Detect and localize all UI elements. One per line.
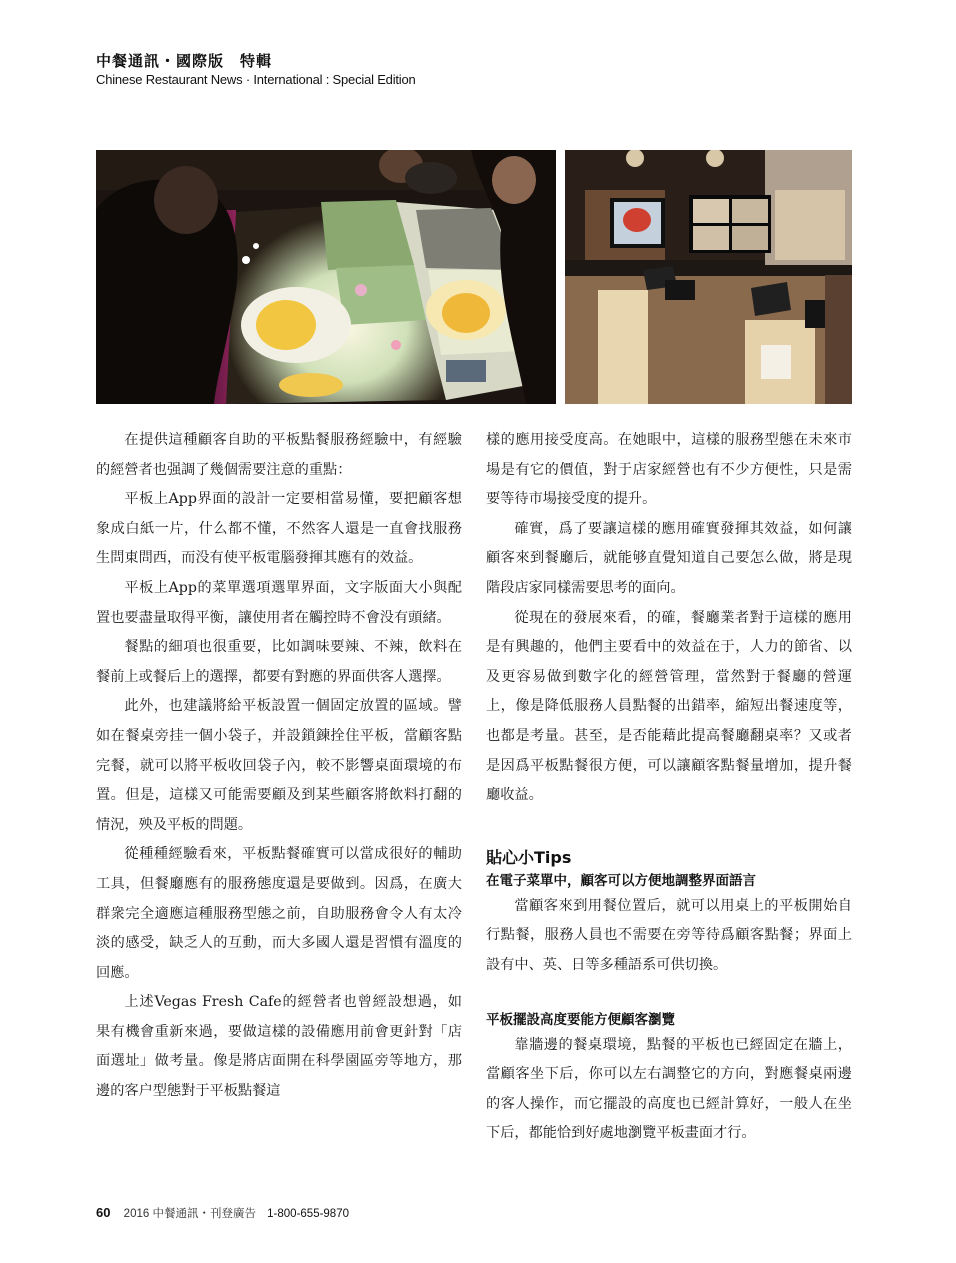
- footer-publication: 2016 中餐通訊・刊登廣告: [123, 1208, 256, 1220]
- tips-section-title: 貼心小Tips: [486, 847, 572, 867]
- right-text-column: [486, 426, 852, 1149]
- left-paragraph-1: 在提供這種顧客自助的平板點餐服務經驗中，有經驗的經營者也强調了幾個需要注意的重點：: [96, 432, 462, 478]
- left-paragraph-5: 此外，也建議將給平板設置一個固定放置的區域。譬如在餐桌旁挂一個小袋子，并設鎖鍊拴住平板，當顧客點完餐，就可以將平板收回袋子內，較不影響桌面環境的布置。但是，這樣又可能需要顧及到某些顧客將飲料打翻的情況，殃及平板的問題。: [96, 698, 462, 833]
- header-title-zh: 中餐通訊・國際版 特輯: [96, 52, 273, 70]
- left-paragraph-6: 從種種經驗看來，平板點餐確實可以當成很好的輔助工具，但餐廳應有的服務態度還是要做到。因爲，在廣大群衆完全適應這種服務型態之前，自助服務會令人有太冷淡的感受，缺乏人的互動，而大多國人還是習慣有溫度的回應。: [96, 846, 462, 981]
- tip1-heading: 在電子菜單中，顧客可以方便地調整界面語言: [486, 872, 756, 889]
- page-footer: [96, 1205, 349, 1221]
- left-paragraph-7: 上述Vegas Fresh Cafe的經營者也曾經設想過，如果有機會重新來過，要做這樣的設備應用前會更針對「店面選址」做考量。像是將店面開在科學園區旁等地方，那邊的客户型態對于平板點餐這: [96, 994, 462, 1100]
- footer-phone: 1-800-655-9870: [267, 1208, 349, 1220]
- left-paragraph-3: 平板上App的菜單選項選單界面，文字版面大小與配置也要盡量取得平衡，讓使用者在觸控時不會没有頭緒。: [96, 579, 462, 626]
- right-paragraph-3: 從現在的發展來看，的確，餐廳業者對于這樣的應用是有興趣的，他們主要看中的效益在于，人力的節省、以及更容易做到數字化的經營管理，當然對于餐廳的營運上，像是降低服務人員點餐的出錯率，縮短出餐速度等，也都是考量。甚至，是否能藉此提高餐廳翻桌率？又或者是因爲平板點餐很方便，可以讓顧客點餐量增加，提升餐廳收益。: [486, 609, 852, 804]
- page-number: 60: [96, 1205, 111, 1220]
- left-text-column: [96, 426, 462, 1107]
- left-paragraph-2: 平板上App界面的設計一定要相當易懂，要把顧客想象成白紙一片，什么都不懂，不然客人還是一直會找服務生問東問西，而没有使平板電腦發揮其應有的效益。: [96, 491, 462, 567]
- page-header: [96, 50, 416, 87]
- right-paragraph-2: 確實，爲了要讓這樣的應用確實發揮其效益，如何讓顧客來到餐廳后，就能够直覺知道自己要怎么做，將是現階段店家同樣需要思考的面向。: [486, 520, 852, 596]
- right-paragraph-1: 樣的應用接受度高。在她眼中，這樣的服務型態在未來市場是有它的價值，對于店家經營也有不少方便性，只是需要等待市場接受度的提升。: [486, 432, 852, 508]
- header-title-en: Chinese Restaurant News · International : Special Edition: [96, 72, 416, 87]
- photo-tablet-kiosks: [565, 150, 852, 404]
- tip2-heading: 平板擺設高度要能方便顧客瀏覽: [486, 1011, 675, 1028]
- photo-interactive-table: [96, 150, 556, 404]
- tip2-paragraph: 靠牆邊的餐桌環境，點餐的平板也已經固定在牆上，當顧客坐下后，你可以左右調整它的方向，對應餐桌兩邊的客人操作，而它擺設的高度也已經計算好，一般人在坐下后，都能恰到好處地瀏覽平板畫面才行。: [486, 1036, 852, 1142]
- tip1-paragraph: 當顧客來到用餐位置后，就可以用桌上的平板開始自行點餐，服務人員也不需要在旁等待爲顧客點餐；界面上設有中、英、日等多種語系可供切換。: [486, 897, 852, 973]
- left-paragraph-4: 餐點的細項也很重要，比如調味要辣、不辣，飲料在餐前上或餐后上的選擇，都要有對應的界面供客人選擇。: [96, 639, 462, 685]
